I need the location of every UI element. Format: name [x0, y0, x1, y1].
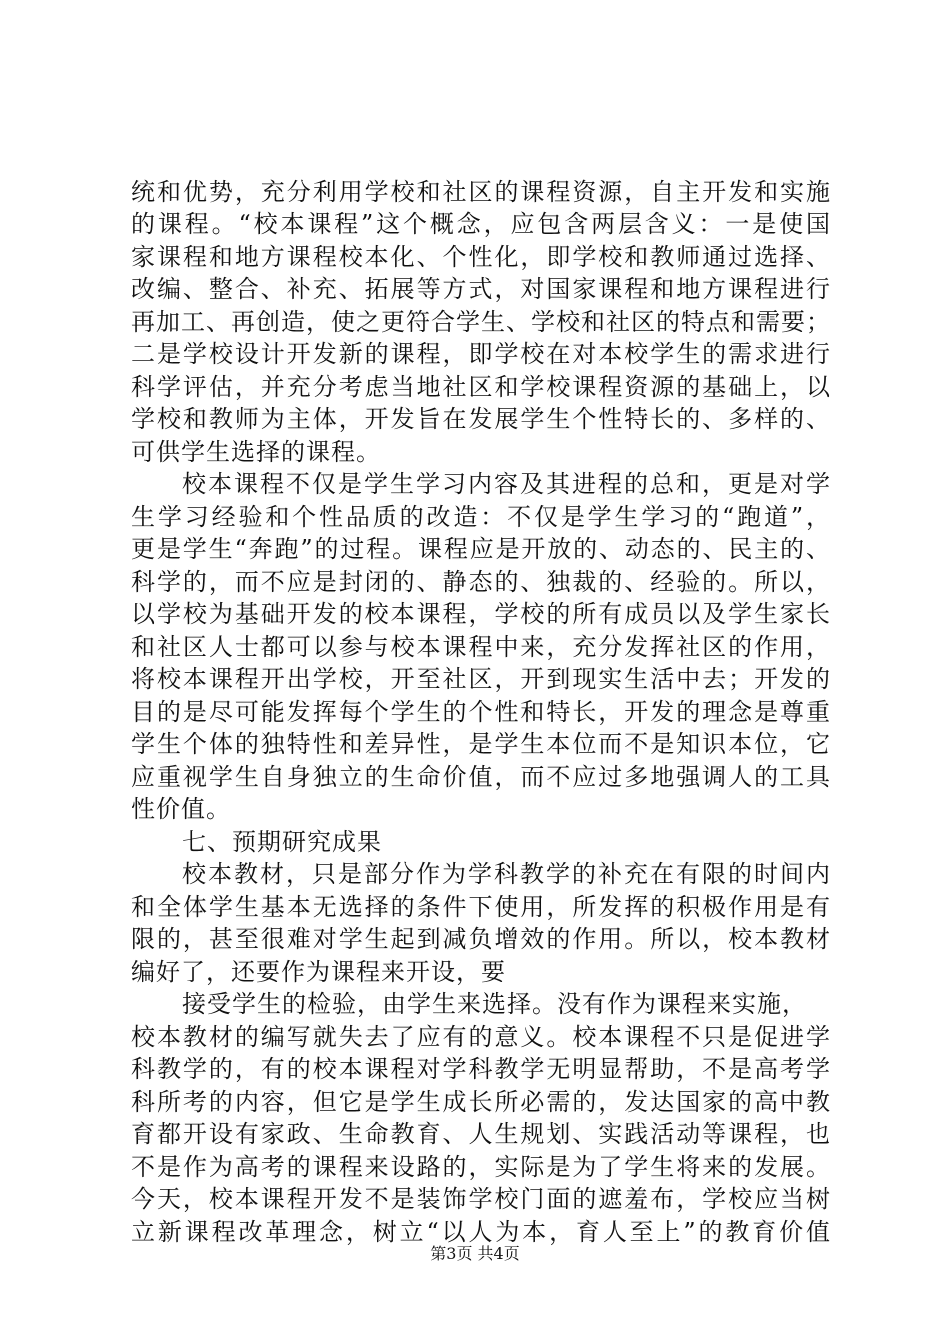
- text-line: 和全体学生基本无选择的条件下使用，所发挥的积极作用是有: [131, 893, 831, 921]
- text-line: 科所考的内容，但它是学生成长所必需的，发达国家的高中教: [131, 1088, 831, 1116]
- text-line: 校本课程不仅是学生学习内容及其进程的总和，更是对学: [182, 470, 831, 498]
- text-line: 和社区人士都可以参与校本课程中来，充分发挥社区的作用，: [131, 633, 831, 661]
- text-line: 改编、整合、补充、拓展等方式，对国家课程和地方课程进行: [131, 275, 831, 303]
- text-line: 校本教材的编写就失去了应有的意义。校本课程不只是促进学: [131, 1023, 831, 1051]
- page-number-footer: 第3页 共4页: [430, 1244, 520, 1263]
- text-line: 可供学生选择的课程。: [131, 438, 381, 466]
- text-line: 科学的，而不应是封闭的、静态的、独裁的、经验的。所以，: [131, 568, 831, 596]
- text-line: 二是学校设计开发新的课程，即学校在对本校学生的需求进行: [131, 340, 831, 368]
- text-line: 编好了，还要作为课程来开设，要: [131, 958, 506, 986]
- text-line: 生学习经验和个性品质的改造：不仅是学生学习的“跑道”，: [131, 503, 831, 531]
- text-line: 应重视学生自身独立的生命价值，而不应过多地强调人的工具: [131, 763, 831, 791]
- text-line: 更是学生“奔跑”的过程。课程应是开放的、动态的、民主的、: [131, 535, 831, 563]
- text-line: 学校和教师为主体，开发旨在发展学生个性特长的、多样的、: [131, 405, 831, 433]
- text-line: 目的是尽可能发挥每个学生的个性和特长，开发的理念是尊重: [131, 698, 831, 726]
- text-line: 育都开设有家政、生命教育、人生规划、实践活动等课程，也: [131, 1120, 831, 1148]
- text-line: 的课程。“校本课程”这个概念，应包含两层含义：一是使国: [131, 210, 831, 238]
- text-line: 科学评估，并充分考虑当地社区和学校课程资源的基础上，以: [131, 373, 831, 401]
- text-line: 科教学的，有的校本课程对学科教学无明显帮助，不是高考学: [131, 1055, 831, 1083]
- text-line: 将校本课程开出学校，开至社区，开到现实生活中去；开发的: [131, 665, 831, 693]
- text-line: 学生个体的独特性和差异性，是学生本位而不是知识本位，它: [131, 730, 831, 758]
- text-line: 统和优势，充分利用学校和社区的课程资源，自主开发和实施: [131, 178, 831, 206]
- text-line: 不是作为高考的课程来设路的，实际是为了学生将来的发展。: [131, 1153, 831, 1181]
- section-heading: 七、预期研究成果: [182, 828, 382, 856]
- text-line: 限的，甚至很难对学生起到减负增效的作用。所以，校本教材: [131, 925, 831, 953]
- text-line: 性价值。: [131, 795, 231, 823]
- text-line: 立新课程改革理念，树立“以人为本，育人至上”的教育价值: [131, 1218, 831, 1246]
- text-line: 校本教材，只是部分作为学科教学的补充在有限的时间内: [182, 860, 831, 888]
- text-line: 接受学生的检验，由学生来选择。没有作为课程来实施，: [182, 990, 807, 1018]
- text-line: 家课程和地方课程校本化、个性化，即学校和教师通过选择、: [131, 243, 831, 271]
- text-line: 再加工、再创造，使之更符合学生、学校和社区的特点和需要；: [131, 308, 831, 336]
- text-line: 今天，校本课程开发不是装饰学校门面的遮羞布，学校应当树: [131, 1185, 831, 1213]
- text-line: 以学校为基础开发的校本课程，学校的所有成员以及学生家长: [131, 600, 831, 628]
